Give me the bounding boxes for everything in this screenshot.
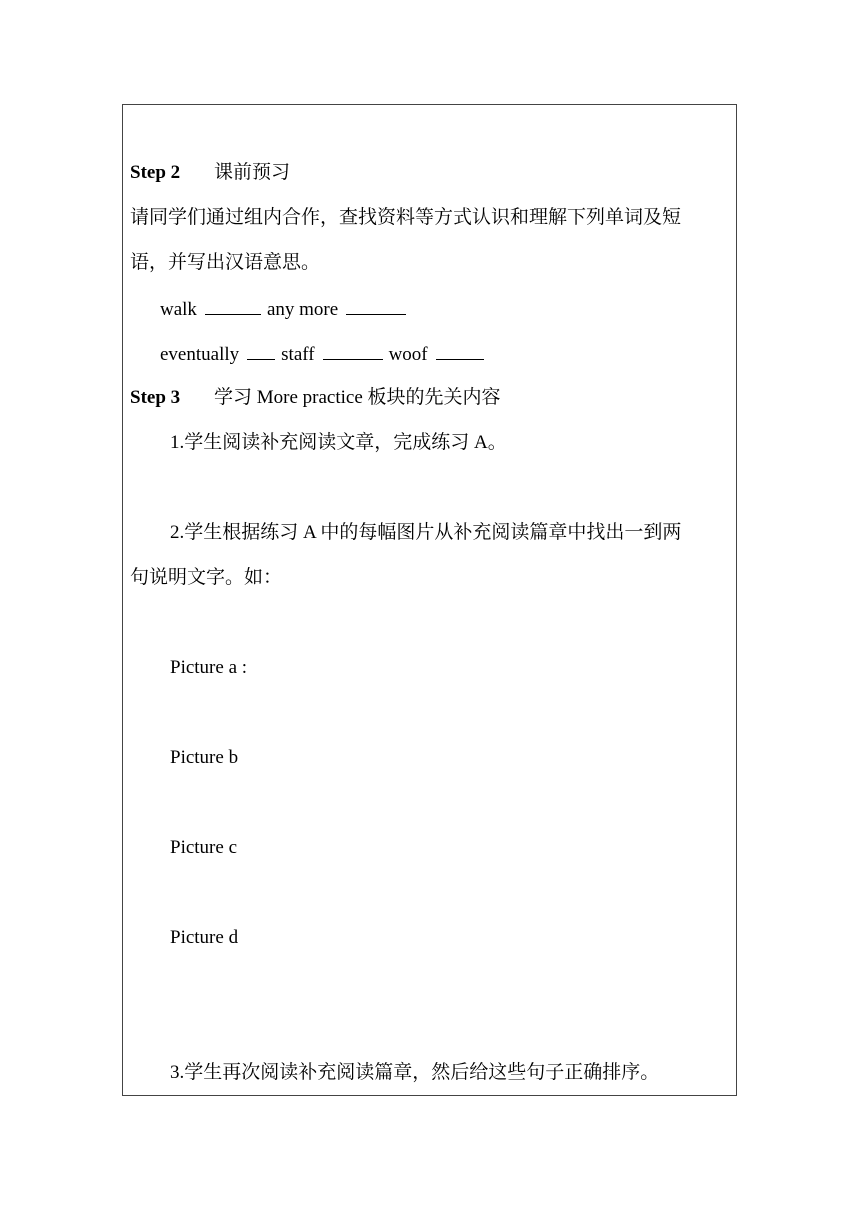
step3-title: 学习 More practice 板块的先关内容: [214, 387, 501, 408]
answer-blank[interactable]: [346, 296, 406, 315]
step2-instruction-line2: 语，并写出汉语意思。: [130, 252, 321, 273]
step2-instruction-line1: 请同学们通过组内合作，查找资料等方式认识和理解下列单词及短: [130, 207, 682, 228]
picture-d-label: Picture d: [170, 927, 239, 948]
picture-b-label: Picture b: [170, 747, 239, 768]
picture-c-label: Picture c: [170, 837, 238, 858]
vocab-word: eventually: [160, 344, 240, 365]
answer-blank[interactable]: [247, 341, 275, 360]
vocab-row-2: [160, 341, 490, 367]
answer-blank[interactable]: [436, 341, 484, 360]
step2-heading: [130, 161, 290, 185]
answer-blank[interactable]: [323, 341, 383, 360]
task-2-line1: 2.学生根据练习 A 中的每幅图片从补充阅读篇章中找出一到两: [170, 522, 682, 543]
vocab-word: walk: [160, 299, 197, 320]
vocab-row-1: [160, 296, 412, 322]
picture-a-label: Picture a :: [170, 657, 248, 678]
answer-blank[interactable]: [205, 296, 261, 315]
task-2-line2: 句说明文字。如：: [130, 567, 283, 588]
step2-label: Step 2: [130, 162, 181, 183]
vocab-word: staff: [281, 344, 315, 365]
task-3: 3.学生再次阅读补充阅读篇章，然后给这些句子正确排序。: [170, 1062, 660, 1083]
step2-title: 课前预习: [214, 162, 291, 183]
vocab-word: woof: [388, 344, 428, 365]
step3-heading: [130, 386, 501, 410]
task-1: 1.学生阅读补充阅读文章，完成练习 A。: [170, 432, 507, 453]
vocab-word: any more: [266, 299, 339, 320]
step3-label: Step 3: [130, 387, 181, 408]
